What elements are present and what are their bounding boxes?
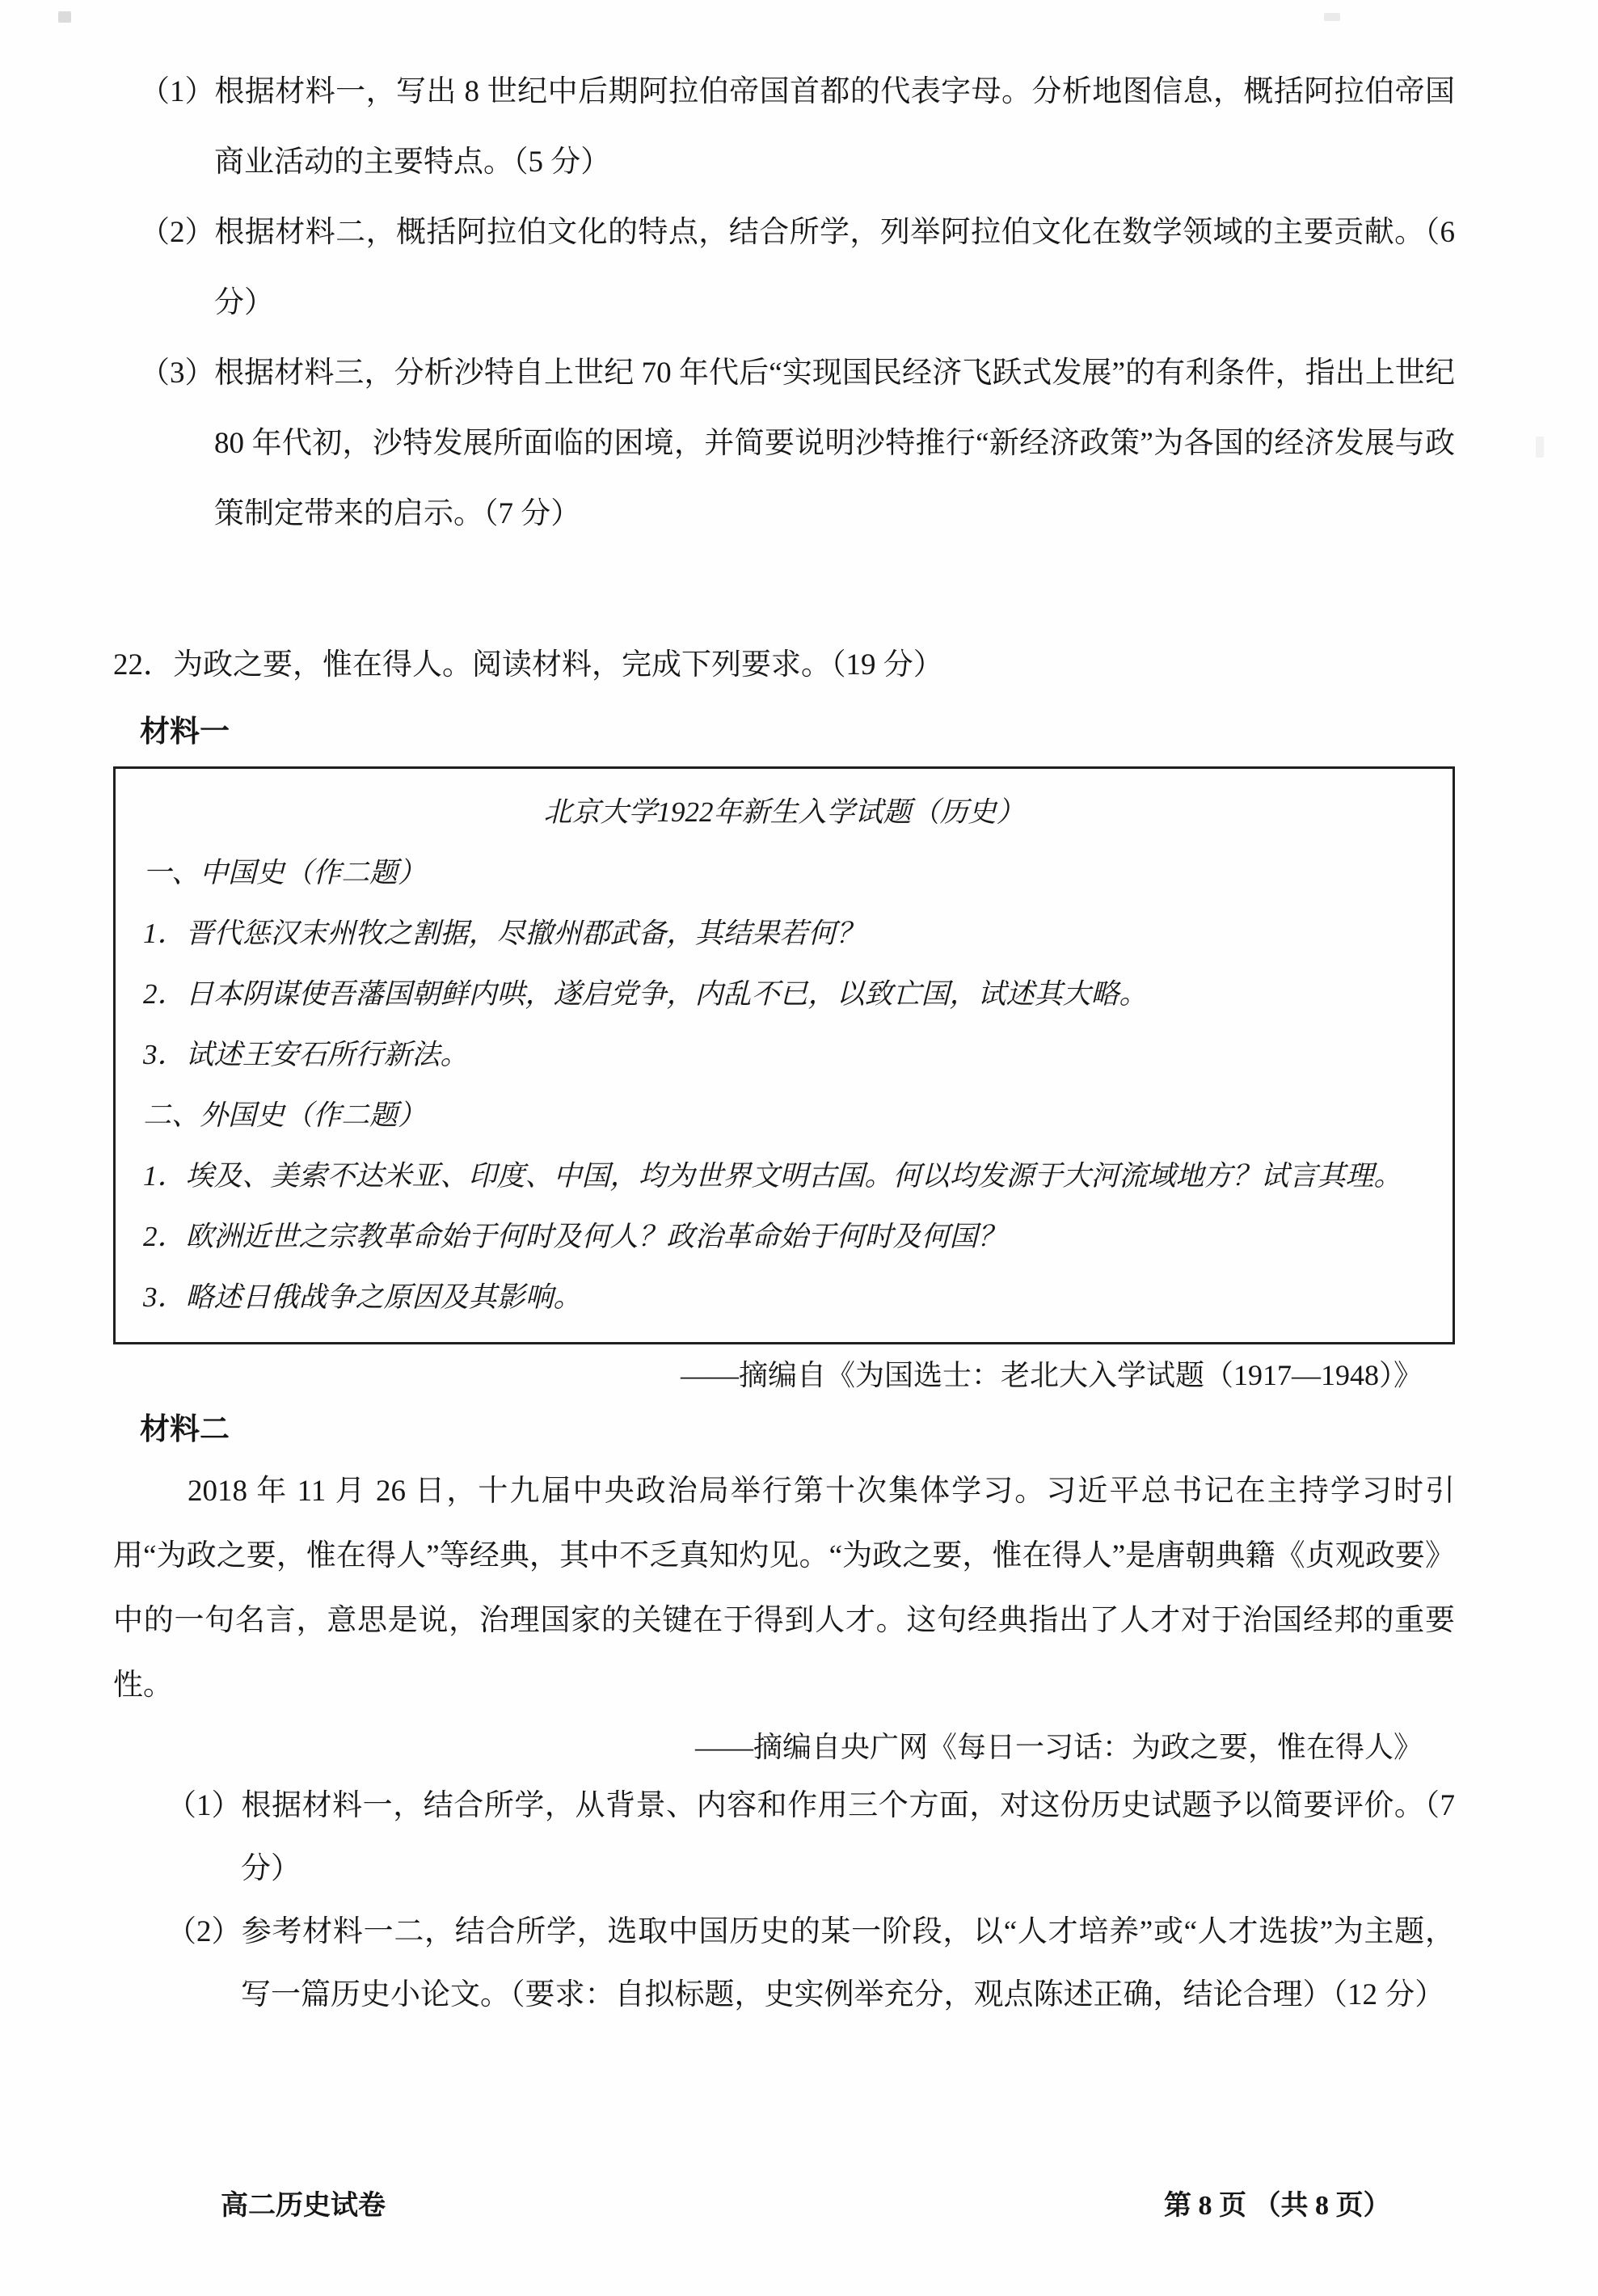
question-number: （2） [167, 1915, 242, 1948]
question-number: （2） [140, 216, 215, 249]
question-text: 根据材料一，写出 8 世纪中后期阿拉伯帝国首都的代表字母。分析地图信息，概括阿拉伯帝国商业活动的主要特点。（5 分） [214, 75, 1455, 179]
question-22-item-1 [167, 1775, 1455, 1901]
box-line: 3．试述王安石所行新法。 [143, 1039, 469, 1070]
material-2-label: 材料二 [140, 1413, 230, 1446]
footer-doc-title: 高二历史试卷 [221, 2191, 386, 2221]
question-text: 根据材料三，分析沙特自上世纪 70 年代后“实现国民经济飞跃式发展”的有利条件，指出上世纪 80 年代初，沙特发展所面临的困境，并简要说明沙特推行“新经济政策”为各国的经济发展与政策制定带来的启示。（7 分） [214, 357, 1455, 530]
material-2-paragraph: 2018 年 11 月 26 日，十九届中央政治局举行第十次集体学习。习近平总书记在主持学习时引用“为政之要，惟在得人”等经典，其中不乏真知灼见。“为政之要，惟在得人”是唐朝典籍《贞观政要》中的一句名言，意思是说，治理国家的关键在于得到人才。这句经典指出了人才对于治国经邦的重要性。 [113, 1475, 1455, 1702]
question-number: （3） [140, 357, 215, 390]
question-21-item-3 [140, 338, 1455, 549]
question-number: （1） [167, 1789, 242, 1822]
box-line: 1．晋代惩汉末州牧之割据，尽撤州郡武备，其结果若何？ [143, 918, 865, 949]
question-21-item-1 [140, 57, 1455, 197]
question-number: （1） [140, 75, 215, 108]
question-22-subquestions [113, 1775, 1455, 2027]
box-line: 2．日本阴谋使吾藩国朝鲜内哄，遂启党争，内乱不已，以致亡国，试述其大略。 [143, 978, 1148, 1010]
question-22-item-2 [167, 1901, 1455, 2027]
material-1-label: 材料一 [140, 715, 230, 749]
question-text: 根据材料一，结合所学，从背景、内容和作用三个方面，对这份历史试题予以简要评价。（7 分） [241, 1789, 1455, 1885]
box-line: 一、中国史（作二题） [143, 857, 427, 888]
box-line: 2．欧洲近世之宗教革命始于何时及何人？政治革命始于何时及何国？ [143, 1221, 1006, 1252]
footer-page-number: 第 8 页 （共 8 页） [1164, 2191, 1391, 2221]
box-line: 3．略述日俄战争之原因及其影响。 [143, 1281, 582, 1313]
box-line: 1．埃及、美索不达米亚、印度、中国，均为世界文明古国。何以均发源于大河流域地方？试言其理。 [143, 1160, 1402, 1192]
scan-artifact [1536, 437, 1544, 458]
box-title: 北京大学1922年新生入学试题（历史） [543, 796, 1025, 828]
source-citation-2: ——摘编自央广网《每日一习话：为政之要，惟在得人》 [694, 1731, 1423, 1763]
question-text: 参考材料一二，结合所学，选取中国历史的某一阶段，以“人才培养”或“人才选拔”为主题，写一篇历史小论文。（要求：自拟标题，史实例举充分，观点陈述正确，结论合理）（12 分） [241, 1915, 1455, 2011]
question-21-subquestions [113, 57, 1455, 549]
question-text: 根据材料二，概括阿拉伯文化的特点，结合所学，列举阿拉伯文化在数学领域的主要贡献。（6 分） [214, 216, 1455, 319]
scan-artifact [58, 11, 71, 23]
source-citation-1: ——摘编自《为国选士：老北大入学试题（1917—1948）》 [680, 1359, 1423, 1391]
material-1-box [113, 766, 1455, 1344]
question-22-stem: 22．为政之要，惟在得人。阅读材料，完成下列要求。（19 分） [113, 648, 943, 682]
scan-artifact [1324, 13, 1340, 21]
box-line: 二、外国史（作二题） [143, 1099, 427, 1131]
page-footer [0, 2186, 1598, 2235]
question-21-item-2 [140, 197, 1455, 338]
